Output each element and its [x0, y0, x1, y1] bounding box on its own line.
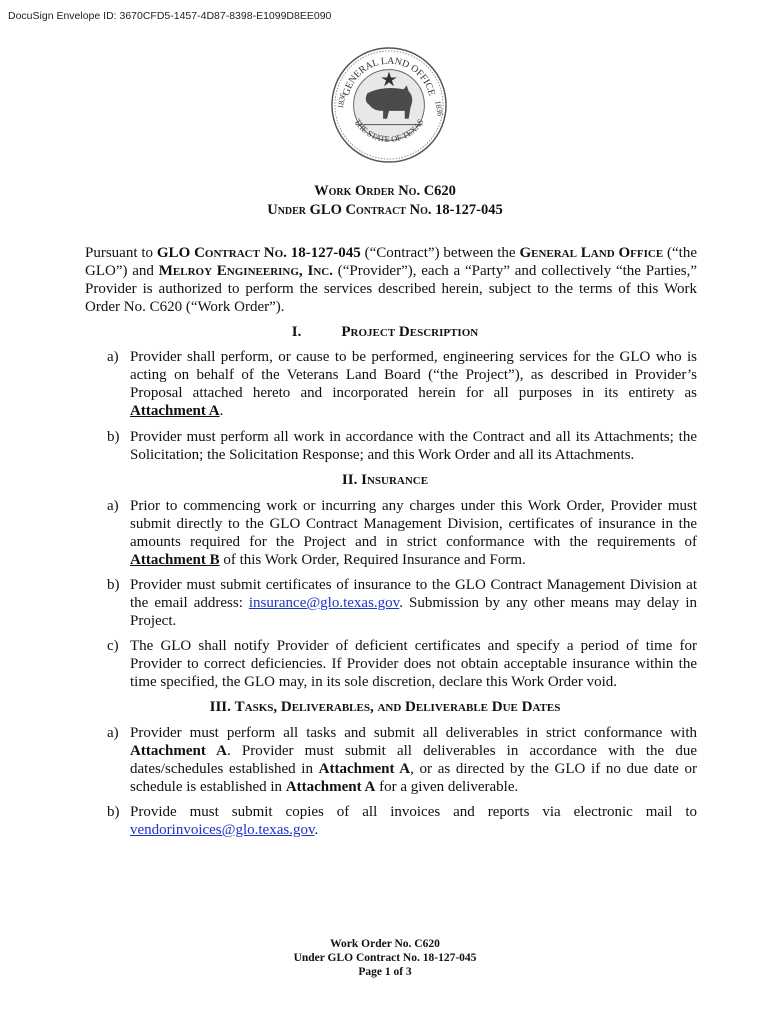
contract-reference: GLO Contract No. 18-127-045 — [156, 245, 361, 261]
footer-page-number: Page 1 of 3 — [358, 966, 412, 978]
seal-top-text: GENERAL LAND OFFICE — [340, 55, 438, 98]
page-footer — [0, 937, 770, 979]
attachment-a-ref: Attachment A — [130, 403, 220, 419]
seal-year-right: 1836 — [433, 99, 445, 117]
seal-year-left: 1836 — [335, 92, 348, 110]
provider-name: Melroy Engineering, Inc. — [158, 263, 333, 279]
work-order-title: Work Order No. C620 — [314, 183, 456, 199]
footer-work-order: Work Order No. C620 — [330, 938, 440, 950]
glo-name: General Land Office — [519, 245, 664, 261]
docusign-envelope-id: DocuSign Envelope ID: 3670CFD5-1457-4D87-8398-E1099D8EE090 — [8, 10, 332, 22]
section-tasks-heading: III. Tasks, Deliverables, and Deliverable Due Dates — [209, 699, 561, 715]
general-land-office-seal — [330, 46, 448, 164]
document-title — [0, 182, 770, 220]
section-project-description-heading: I. Project Description — [291, 324, 479, 340]
intro-paragraph: Pursuant to GLO Contract No. 18-127-045 (“Contract”) between the General Land Office (“the GLO”) and Melroy Engineering, Inc. (“Provider”), each a “Party” and collectively “the Parties,” Provider is authorized to perform the services described herein, subject to the terms of this Work Order No. C620 (“Work Order”). — [85, 245, 698, 315]
insurance-email-link[interactable]: insurance@glo.texas.gov — [248, 595, 400, 611]
attachment-b-ref: Attachment B — [130, 552, 220, 568]
section-insurance-heading: II. Insurance — [341, 472, 429, 488]
footer-contract: Under GLO Contract No. 18-127-045 — [293, 952, 477, 964]
seal-bottom-text: THE STATE OF TEXAS — [352, 117, 426, 144]
contract-subtitle: Under GLO Contract No. 18-127-045 — [267, 202, 503, 218]
vendor-invoices-email-link[interactable]: vendorinvoices@glo.texas.gov — [130, 822, 315, 838]
